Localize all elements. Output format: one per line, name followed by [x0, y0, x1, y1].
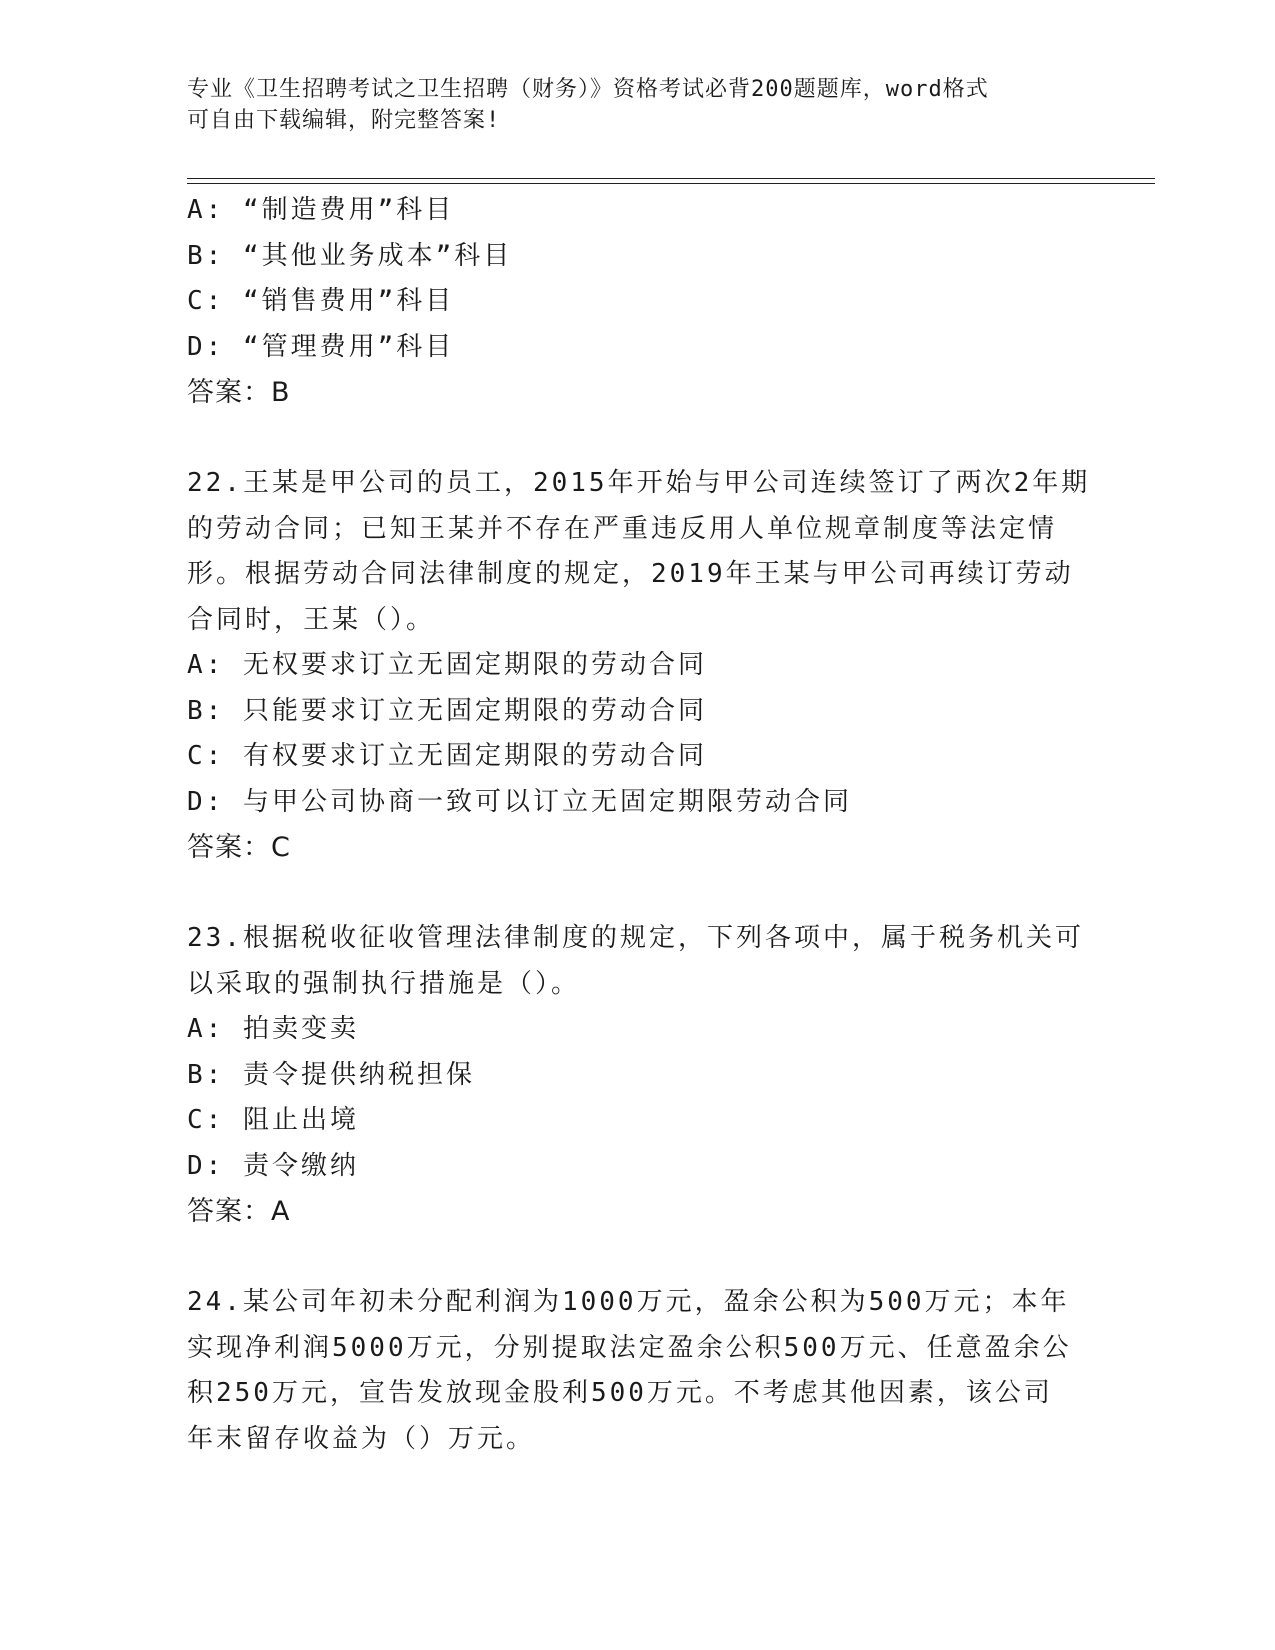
page-header	[187, 74, 1067, 136]
option-b: B: 责令提供纳税担保	[187, 1059, 475, 1090]
option-a: A: 无权要求订立无固定期限的劳动合同	[187, 650, 707, 680]
document-body	[187, 188, 1091, 1462]
question-23	[187, 916, 1087, 1235]
option-b: B: “其他业务成本”科目	[187, 240, 513, 271]
option-d: D: “管理费用”科目	[187, 331, 455, 362]
question-text-line: 形。根据劳动合同法律制度的规定，2019年王某与甲公司再续订劳动	[187, 559, 1074, 589]
option-d: D: 责令缴纳	[187, 1150, 359, 1181]
question-text-line: 的劳动合同；已知王某并不存在严重违反用人单位规章制度等法定情	[187, 513, 1058, 544]
header-double-rule	[187, 178, 1155, 184]
option-a: A: “制造费用”科目	[187, 195, 455, 225]
answer-line: 答案：C	[187, 832, 291, 863]
question-text-line: 合同时，王某（）。	[187, 604, 436, 635]
question-text-line: 24.某公司年初未分配利润为1000万元，盈余公积为500万元；本年	[187, 1287, 1070, 1317]
question-24	[187, 1280, 1087, 1462]
option-a: A: 拍卖变卖	[187, 1014, 359, 1044]
option-c: C: “销售费用”科目	[187, 286, 455, 316]
question-text-line: 积250万元，宣告发放现金股利500万元。不考虑其他因素，该公司	[187, 1378, 1053, 1408]
header-line-2: 可自由下载编辑，附完整答案!	[187, 108, 501, 133]
question-text-line: 以采取的强制执行措施是（）。	[187, 968, 581, 999]
option-b: B: 只能要求订立无固定期限的劳动合同	[187, 695, 707, 726]
question-text-line: 22.王某是甲公司的员工，2015年开始与甲公司连续签订了两次2年期	[187, 468, 1091, 498]
question-22	[187, 461, 1091, 871]
answer-line: 答案：B	[187, 377, 291, 408]
question-text-line: 23.根据税收征收管理法律制度的规定，下列各项中，属于税务机关可	[187, 923, 1084, 953]
option-c: C: 有权要求订立无固定期限的劳动合同	[187, 741, 707, 771]
header-line-1: 专业《卫生招聘考试之卫生招聘（财务）》资格考试必背200题题库，word格式	[187, 77, 989, 102]
question-text-line: 实现净利润5000万元，分别提取法定盈余公积500万元、任意盈余公	[187, 1332, 1072, 1363]
option-c: C: 阻止出境	[187, 1105, 359, 1135]
option-d: D: 与甲公司协商一致可以订立无固定期限劳动合同	[187, 786, 852, 817]
question-text-line: 年末留存收益为（）万元。	[187, 1423, 536, 1454]
answer-line: 答案：A	[187, 1196, 291, 1227]
question-21-tail	[187, 188, 1087, 416]
